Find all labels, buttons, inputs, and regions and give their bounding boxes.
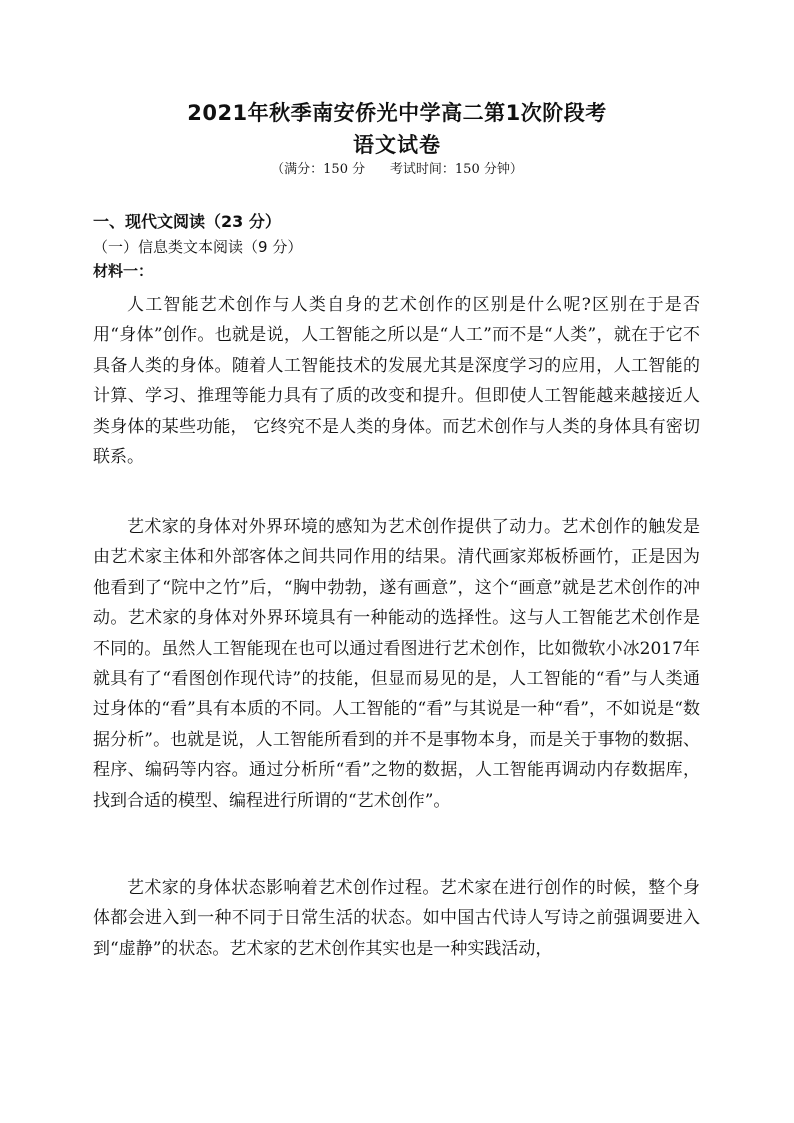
paragraph-3-block xyxy=(93,873,700,964)
exam-subject-title: 语文试卷 xyxy=(353,133,441,157)
paragraph: 人工智能艺术创作与人类自身的艺术创作的区别是什么呢?区别在于是否用“身体”创作。也就是说，人工智能之所以是“人工”而不是“人类”，就在于它不具备人类的身体。随着人工智能技术的发展尤其是深度学习的应用，人工智能的计算、学习、推理等能力具有了质的改变和提升。但即使人工智能越来越接近人类身体的某些功能， 它终究不是人类的身体。而艺术创作与人类的身体具有密切联系。 xyxy=(93,295,700,468)
section-heading: 一、现代文阅读（23 分） xyxy=(93,212,281,231)
paragraph: 艺术家的身体状态影响着艺术创作过程。艺术家在进行创作的时候，整个身体都会进入到一种不同于日常生活的状态。如中国古代诗人写诗之前强调要进入到“虚静”的状态。艺术家的艺术创作其实也是一种实践活动， xyxy=(93,878,700,959)
exam-title: 2021年秋季南安侨光中学高二第1次阶段考 xyxy=(187,101,607,125)
paragraph-1-block xyxy=(93,290,700,472)
exam-score-time: （满分：150 分 考试时间：150 分钟） xyxy=(271,162,523,177)
material-label: 材料一： xyxy=(93,262,154,280)
paragraph-2-block xyxy=(93,512,700,816)
paragraph: 艺术家的身体对外界环境的感知为艺术创作提供了动力。艺术创作的触发是由艺术家主体和外部客体之间共同作用的结果。清代画家郑板桥画竹，正是因为他看到了“院中之竹”后，“胸中勃勃，遂有画意”，这个“画意”就是艺术创作的冲动。艺术家的身体对外界环境具有一种能动的选择性。这与人工智能艺术创作是不同的。虽然人工智能现在也可以通过看图进行艺术创作，比如微软小冰2017年就具有了“看图创作现代诗”的技能，但显而易见的是，人工智能的“看”与人类通过身体的“看”具有本质的不同。人工智能的“看”与其说是一种“看”，不如说是“数据分析”。也就是说，人工智能所看到的并不是事物本身，而是关于事物的数据、程序、编码等内容。通过分析所“看”之物的数据，人工智能再调动内存数据库，找到合适的模型、编程进行所谓的“艺术创作”。 xyxy=(93,517,700,811)
subsection-heading: （一）信息类文本阅读（9 分） xyxy=(93,238,303,256)
